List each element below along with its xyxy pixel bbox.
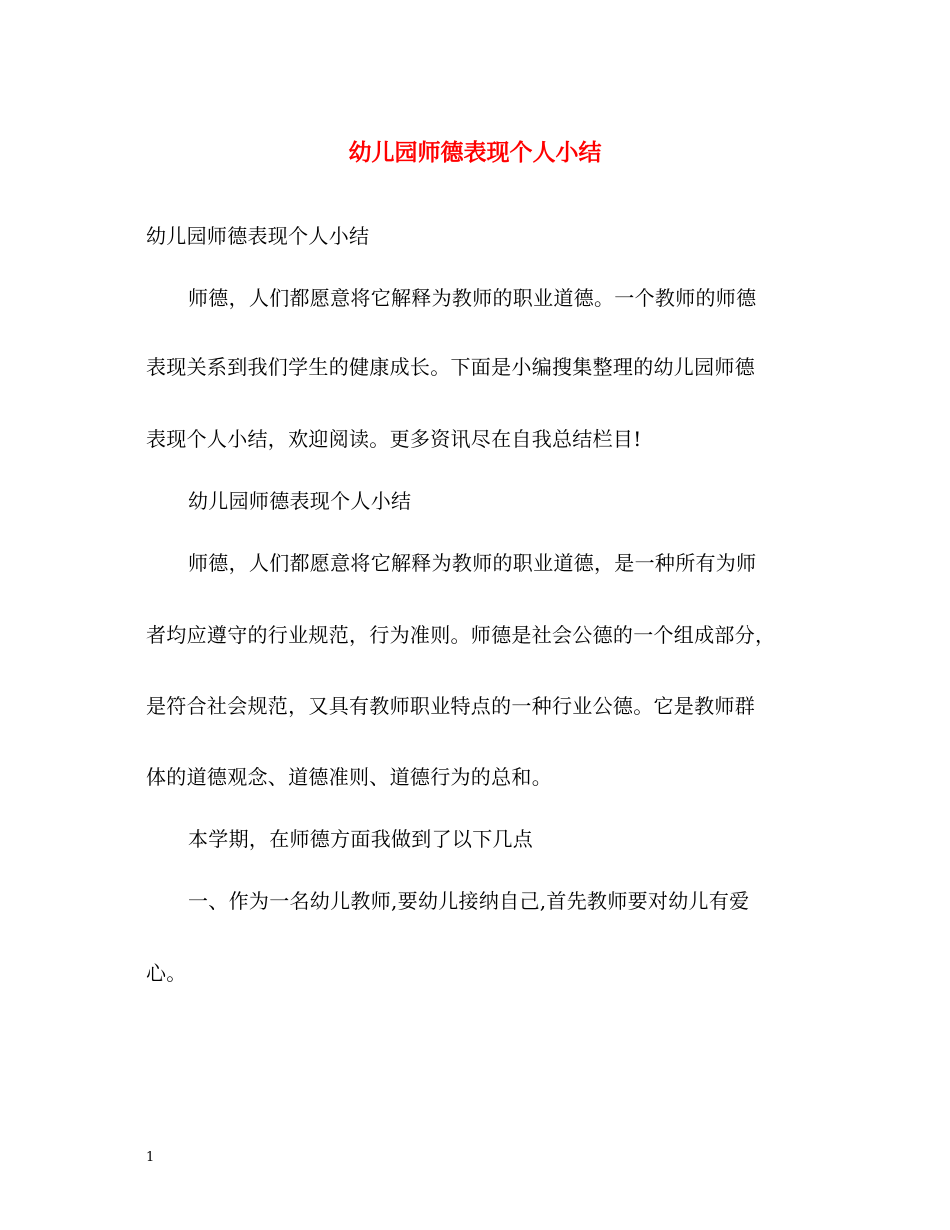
text-line: 是符合社会规范，又具有教师职业特点的一种行业公德。它是教师群: [146, 694, 755, 718]
text-line: 体的道德观念、道德准则、道德行为的总和。: [146, 765, 552, 789]
text-line: 幼儿园师德表现个人小结: [188, 489, 412, 513]
page-number: 1: [146, 1150, 155, 1165]
text-line: 一、作为一名幼儿教师,要幼儿接纳自己,首先教师要对幼儿有爱: [188, 889, 750, 913]
text-line: 者均应遵守的行业规范，行为准则。师德是社会公德的一个组成部分，: [146, 623, 776, 647]
text-line: 心。: [146, 961, 187, 985]
text-line: 幼儿园师德表现个人小结: [146, 224, 370, 248]
document-title: 幼儿园师德表现个人小结: [348, 139, 602, 166]
text-line: 师德，人们都愿意将它解释为教师的职业道德，是一种所有为师: [188, 551, 757, 575]
text-line: 师德，人们都愿意将它解释为教师的职业道德。一个教师的师德: [188, 286, 757, 310]
text-line: 本学期，在师德方面我做到了以下几点: [188, 827, 534, 851]
text-line: 表现个人小结，欢迎阅读。更多资讯尽在自我总结栏目!: [146, 427, 642, 451]
text-line: 表现关系到我们学生的健康成长。下面是小编搜集整理的幼儿园师德: [146, 355, 755, 379]
